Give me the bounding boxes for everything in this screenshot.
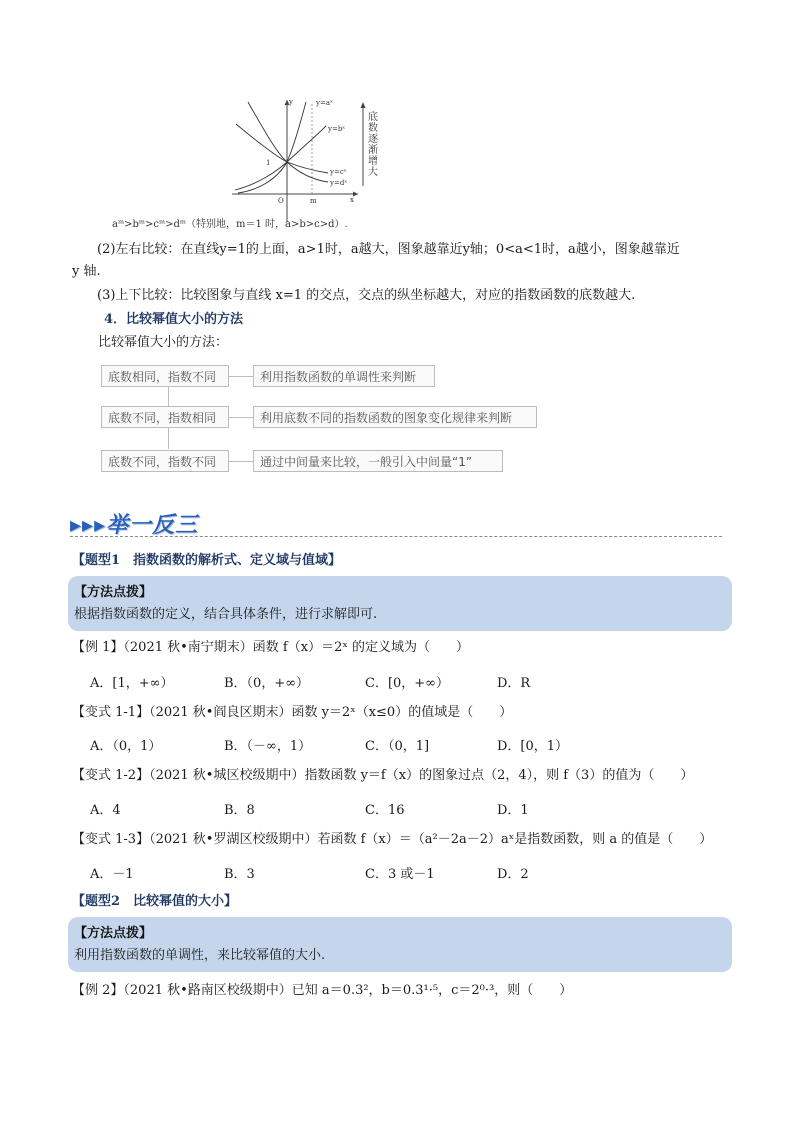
- side-label: 底数逐渐增大: [368, 112, 378, 178]
- para2-line2: y 轴.: [72, 264, 101, 279]
- curve-b-label: y=bˣ: [328, 125, 346, 133]
- section4-title: 4．比较幂值大小的方法: [104, 312, 244, 327]
- example1-option-d: D．R: [497, 676, 531, 691]
- side-arrow-head: [361, 102, 366, 108]
- section4-intro: 比较幂值大小的方法：: [98, 335, 229, 350]
- variant13-option-d: D．2: [497, 867, 529, 882]
- y-axis-label: y: [289, 98, 293, 106]
- m-label: m: [310, 197, 317, 205]
- para2-line1: (2)左右比较：在直线y=1的上面，a>1时，a越大，图象越靠近y轴；0<a<1时，a越小，图象越靠近: [97, 242, 680, 257]
- variant12-option-a: A．4: [90, 803, 121, 818]
- variant11-option-a: A．（0，1）: [90, 739, 162, 754]
- flow-link-1: [229, 376, 253, 377]
- example1-option-c: C．[0，+∞）: [365, 676, 450, 691]
- one-label: 1: [266, 159, 271, 167]
- variant13-option-c: C．3 或－1: [365, 867, 435, 882]
- curve-d-label: y=dˣ: [330, 179, 348, 187]
- flow-left-1: 底数相同，指数不同: [101, 365, 229, 387]
- variant12-option-c: C．16: [365, 803, 405, 818]
- flow-right-1: 利用指数函数的单调性来判断: [253, 365, 435, 387]
- variant11-question: 【变式 1-1】（2021 秋•阎良区期末）函数 y＝2ˣ（x≤0）的值域是（ ）: [72, 705, 513, 720]
- exponential-curves-svg: [230, 94, 390, 226]
- exponential-graph-figure: [230, 94, 390, 226]
- curve-c-label: y=cˣ: [330, 168, 347, 176]
- curve-c: [236, 124, 328, 173]
- example2-question: 【例 2】（2021 秋•路南区校级期中）已知 a＝0.3²，b＝0.3¹·⁵，c＝2⁰·³，则（ ）: [72, 983, 573, 998]
- flow-left-3: 底数不同，指数不同: [101, 450, 229, 472]
- variant12-question: 【变式 1-2】（2021 秋•城区校级期中）指数函数 y＝f（x）的图象过点（2，4），则 f（3）的值为（ ）: [72, 768, 694, 783]
- variant13-option-a: A．－1: [90, 867, 134, 882]
- x-axis-label: x: [350, 196, 354, 204]
- tip2-title: 【方法点拨】: [74, 926, 153, 941]
- variant13-option-b: B．3: [224, 867, 255, 882]
- tip2-body: 利用指数函数的单调性，来比较幂值的大小.: [74, 948, 326, 963]
- para3: (3)上下比较：比较图象与直线 x=1 的交点，交点的纵坐标越大，对应的指数函数的底数越大.: [97, 288, 636, 303]
- tip1-title: 【方法点拨】: [74, 585, 153, 600]
- curve-a: [238, 102, 306, 193]
- banner-divider: [70, 536, 722, 537]
- flow-right-3: 通过中间量来比较，一般引入中间量“1”: [253, 450, 503, 472]
- origin-label: O: [278, 197, 284, 205]
- flow-link-3: [229, 461, 253, 462]
- variant11-option-b: B．（－∞，1）: [224, 739, 312, 754]
- variant11-option-d: D．[0，1）: [497, 739, 569, 754]
- example1-option-a: A．[1，+∞）: [90, 676, 174, 691]
- flow-link-2: [229, 417, 253, 418]
- variant13-question: 【变式 1-3】（2021 秋•罗湖区校级期中）若函数 f（x）＝（a²－2a－2）aˣ是指数函数，则 a 的值是（ ）: [72, 832, 713, 847]
- type2-title: 【题型2 比较幂值的大小】: [72, 894, 238, 909]
- variant12-option-b: B．8: [224, 803, 255, 818]
- graph-caption: aᵐ>bᵐ>cᵐ>dᵐ（特别地，m＝1 时，a>b>c>d）.: [112, 219, 348, 230]
- curve-d: [248, 102, 328, 182]
- flow-left-2: 底数不同，指数相同: [101, 406, 229, 428]
- variant11-option-c: C．（0，1]: [365, 739, 430, 754]
- flow-right-2: 利用底数不同的指数函数的图象变化规律来判断: [253, 406, 537, 428]
- curve-a-label: y=aˣ: [316, 99, 333, 107]
- tip-box-1: [68, 576, 732, 631]
- example1-question: 【例 1】（2021 秋•南宁期末）函数 f（x）＝2ˣ 的定义域为（ ）: [72, 640, 469, 655]
- variant12-option-d: D．1: [497, 803, 529, 818]
- tip-box-2: [68, 917, 732, 972]
- banner-title: ▸▸▸举一反三: [70, 513, 199, 538]
- type1-title: 【题型1 指数函数的解析式、定义域与值域】: [72, 553, 342, 568]
- tip1-body: 根据指数函数的定义，结合具体条件，进行求解即可.: [74, 607, 378, 622]
- example1-option-b: B．（0，+∞）: [224, 676, 310, 691]
